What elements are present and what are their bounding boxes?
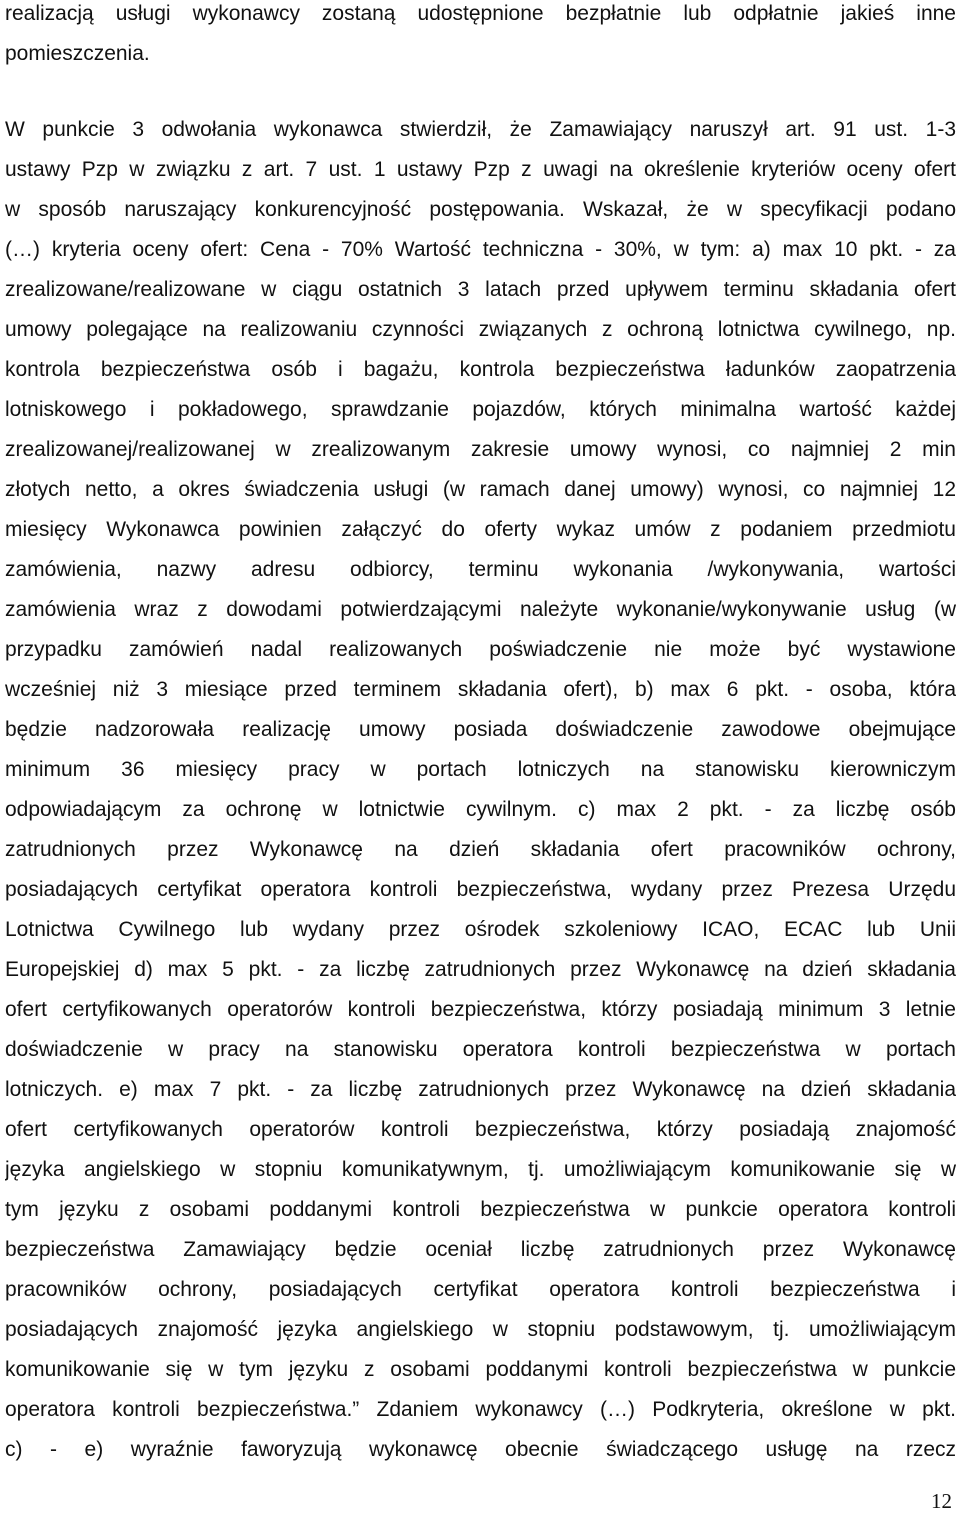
text-line: kontrola bezpieczeństwa osób i bagażu, kontrola bezpieczeństwa ładunków zaopatrzenia: [5, 358, 956, 381]
text-line: wcześniej niż 3 miesiące przed terminem składania ofert), b) max 6 pkt. - osoba, która: [5, 678, 956, 701]
text-line: zatrudnionych przez Wykonawcę na dzień składania ofert pracowników ochrony,: [5, 838, 956, 861]
text-line: lotniskowego i pokładowego, sprawdzanie pojazdów, których minimalna wartość każdej: [5, 398, 956, 421]
text-line: zamówienia wraz z dowodami potwierdzającymi należyte wykonanie/wykonywanie usług (w: [5, 598, 956, 621]
text-line: posiadających znajomość języka angielskiego w stopniu podstawowym, tj. umożliwiającym: [5, 1318, 956, 1341]
text-line: umowy polegające na realizowaniu czynności związanych z ochroną lotnictwa cywilnego, np.: [5, 318, 956, 341]
text-line: komunikowanie się w tym języku z osobami poddanymi kontroli bezpieczeństwa w punkcie: [5, 1358, 956, 1381]
text-line: będzie nadzorowała realizację umowy posiada doświadczenie zawodowe obejmujące: [5, 718, 956, 741]
text-line: pomieszczenia.: [5, 42, 150, 65]
text-line: zamówienia, nazwy adresu odbiorcy, terminu wykonania /wykonywania, wartości: [5, 558, 956, 581]
text-line: tym języku z osobami poddanymi kontroli bezpieczeństwa w punkcie operatora kontroli: [5, 1198, 956, 1221]
text-line: przypadku zamówień nadal realizowanych poświadczenie nie może być wystawione: [5, 638, 956, 661]
text-line: w sposób naruszający konkurencyjność postępowania. Wskazał, że w specyfikacji podano: [5, 198, 956, 221]
text-line: (…) kryteria oceny ofert: Cena - 70% Wartość techniczna - 30%, w tym: a) max 10 pkt. - za: [5, 238, 956, 261]
text-line: posiadających certyfikat operatora kontroli bezpieczeństwa, wydany przez Prezesa Urzędu: [5, 878, 956, 901]
text-line: Lotnictwa Cywilnego lub wydany przez ośrodek szkoleniowy ICAO, ECAC lub Unii: [5, 918, 956, 941]
text-line: miesięcy Wykonawca powinien załączyć do oferty wykaz umów z podaniem przedmiotu: [5, 518, 956, 541]
text-line: operatora kontroli bezpieczeństwa.” Zdaniem wykonawcy (…) Podkryteria, określone w pkt.: [5, 1398, 956, 1421]
paragraph-2: [5, 116, 956, 1476]
text-line: c) - e) wyraźnie faworyzują wykonawcę obecnie świadczącego usługę na rzecz: [5, 1438, 956, 1461]
text-line: ustawy Pzp w związku z art. 7 ust. 1 ustawy Pzp z uwagi na określenie kryteriów oceny ofert: [5, 158, 956, 181]
text-line: W punkcie 3 odwołania wykonawca stwierdził, że Zamawiający naruszył art. 91 ust. 1-3: [5, 118, 956, 141]
text-line: realizacją usługi wykonawcy zostaną udostępnione bezpłatnie lub odpłatnie jakieś inne: [5, 2, 956, 25]
text-line: zrealizowanej/realizowanej w zrealizowanym zakresie umowy wynosi, co najmniej 2 min: [5, 438, 956, 461]
text-line: doświadczenie w pracy na stanowisku operatora kontroli bezpieczeństwa w portach: [5, 1038, 956, 1061]
text-line: bezpieczeństwa Zamawiający będzie oceniał liczbę zatrudnionych przez Wykonawcę: [5, 1238, 956, 1261]
text-line: odpowiadającym za ochronę w lotnictwie cywilnym. c) max 2 pkt. - za liczbę osób: [5, 798, 956, 821]
text-line: pracowników ochrony, posiadających certyfikat operatora kontroli bezpieczeństwa i: [5, 1278, 956, 1301]
text-line: lotniczych. e) max 7 pkt. - za liczbę zatrudnionych przez Wykonawcę na dzień składania: [5, 1078, 956, 1101]
text-line: minimum 36 miesięcy pracy w portach lotniczych na stanowisku kierowniczym: [5, 758, 956, 781]
text-line: ofert certyfikowanych operatorów kontroli bezpieczeństwa, którzy posiadają minimum 3 letnie: [5, 998, 956, 1021]
paragraph-1: [5, 0, 956, 80]
text-line: złotych netto, a okres świadczenia usługi (w ramach danej umowy) wynosi, co najmniej 12: [5, 478, 956, 501]
text-line: języka angielskiego w stopniu komunikatywnym, tj. umożliwiającym komunikowanie się w: [5, 1158, 956, 1181]
text-line: ofert certyfikowanych operatorów kontroli bezpieczeństwa, którzy posiadają znajomość: [5, 1118, 956, 1141]
page-number: 12: [931, 1489, 952, 1513]
text-line: Europejskiej d) max 5 pkt. - za liczbę zatrudnionych przez Wykonawcę na dzień składania: [5, 958, 956, 981]
text-line: zrealizowane/realizowane w ciągu ostatnich 3 latach przed upływem terminu składania ofert: [5, 278, 956, 301]
